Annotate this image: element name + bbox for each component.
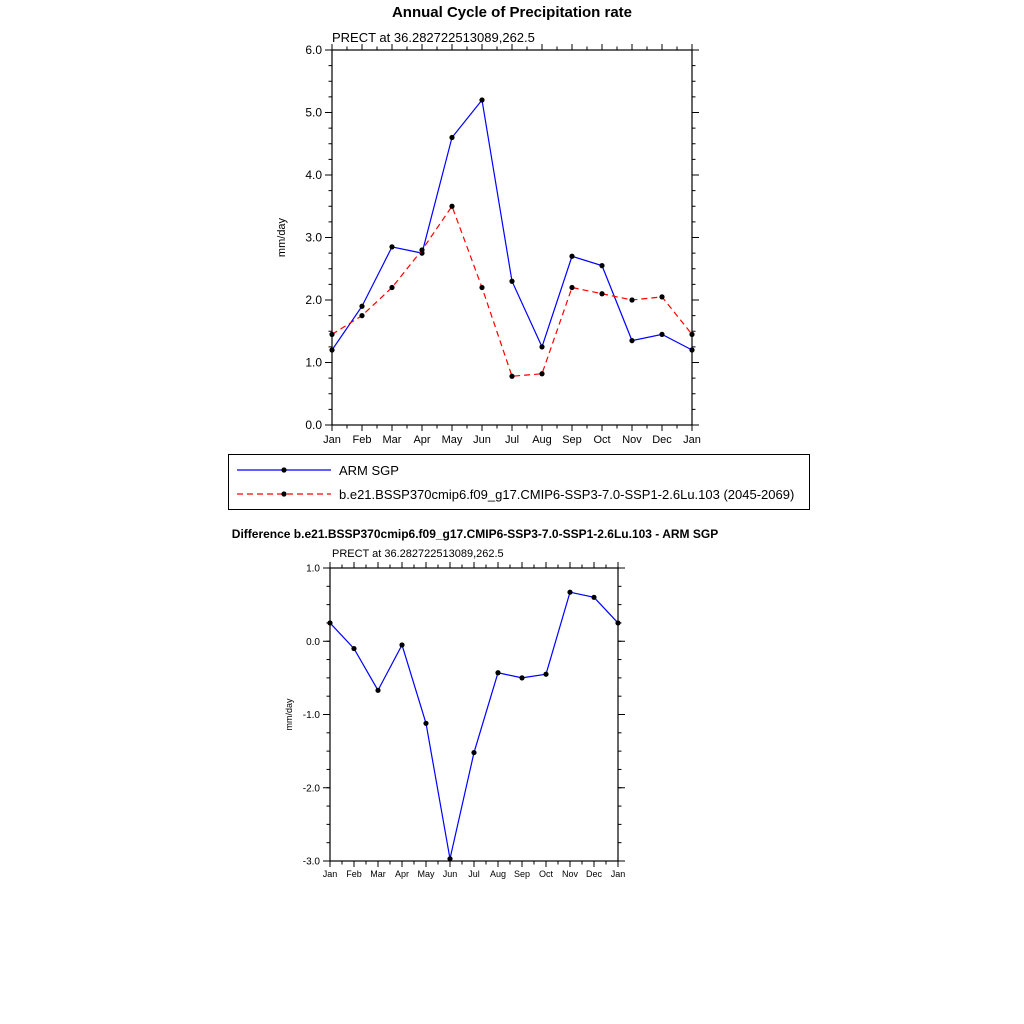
svg-text:Oct: Oct: [593, 434, 611, 446]
svg-text:Jan: Jan: [610, 869, 626, 879]
svg-text:Feb: Feb: [346, 869, 362, 879]
chart-legend: [228, 454, 810, 510]
svg-text:Jun: Jun: [442, 869, 458, 879]
svg-text:Nov: Nov: [561, 869, 579, 879]
difference-chart-subtitle: PRECT at 36.282722513089,262.5: [332, 548, 504, 560]
svg-text:Aug: Aug: [489, 869, 507, 879]
svg-text:Mar: Mar: [370, 869, 386, 879]
top-chart-title: Annual Cycle of Precipitation rate: [391, 4, 633, 21]
legend-label: ARM SGP: [339, 462, 399, 478]
legend-line-icon: [235, 487, 335, 501]
svg-text:mm/day: mm/day: [284, 698, 294, 731]
svg-text:4.0: 4.0: [305, 168, 322, 183]
svg-text:1.0: 1.0: [305, 355, 322, 370]
top-chart-subtitle: PRECT at 36.282722513089,262.5: [332, 30, 535, 45]
annual-cycle-plot: [270, 42, 720, 457]
legend-item-arm-sgp: [235, 458, 803, 482]
difference-chart-title: Difference b.e21.BSSP370cmip6.f09_g17.CMIP6-SSP3-7.0-SSP1-2.6Lu.103 - ARM SGP: [231, 527, 719, 541]
svg-text:Feb: Feb: [352, 434, 372, 446]
svg-text:Apr: Apr: [413, 434, 431, 446]
svg-text:Jan: Jan: [322, 869, 338, 879]
svg-text:2.0: 2.0: [305, 293, 322, 308]
svg-text:Jul: Jul: [468, 869, 480, 879]
svg-text:Jan: Jan: [323, 434, 341, 446]
legend-line-icon: [235, 463, 335, 477]
svg-text:-2.0: -2.0: [302, 783, 320, 795]
svg-text:Sep: Sep: [562, 434, 582, 446]
svg-text:Jun: Jun: [473, 434, 491, 446]
svg-text:May: May: [417, 869, 435, 879]
legend-label: b.e21.BSSP370cmip6.f09_g17.CMIP6-SSP3-7.0-SSP1-2.6Lu.103 (2045-2069): [339, 486, 795, 502]
svg-text:6.0: 6.0: [305, 43, 322, 58]
svg-text:Jan: Jan: [683, 434, 701, 446]
svg-text:May: May: [441, 434, 463, 446]
svg-text:Oct: Oct: [538, 869, 554, 879]
svg-text:Dec: Dec: [585, 869, 603, 879]
svg-text:-3.0: -3.0: [302, 856, 320, 868]
svg-text:0.0: 0.0: [306, 636, 320, 648]
svg-text:Jul: Jul: [504, 434, 520, 446]
svg-text:Sep: Sep: [513, 869, 531, 879]
svg-text:0.0: 0.0: [305, 418, 322, 433]
svg-text:Aug: Aug: [532, 434, 552, 446]
legend-item-model-run: [235, 482, 803, 506]
svg-text:Dec: Dec: [652, 434, 672, 446]
svg-text:mm/day: mm/day: [276, 217, 288, 258]
svg-text:-1.0: -1.0: [302, 710, 320, 721]
svg-text:1.0: 1.0: [306, 563, 320, 575]
svg-text:3.0: 3.0: [305, 230, 322, 245]
svg-text:Nov: Nov: [622, 434, 642, 446]
svg-text:Apr: Apr: [394, 869, 410, 879]
svg-text:5.0: 5.0: [305, 105, 322, 120]
svg-text:Mar: Mar: [382, 434, 402, 446]
difference-plot: [268, 560, 678, 885]
